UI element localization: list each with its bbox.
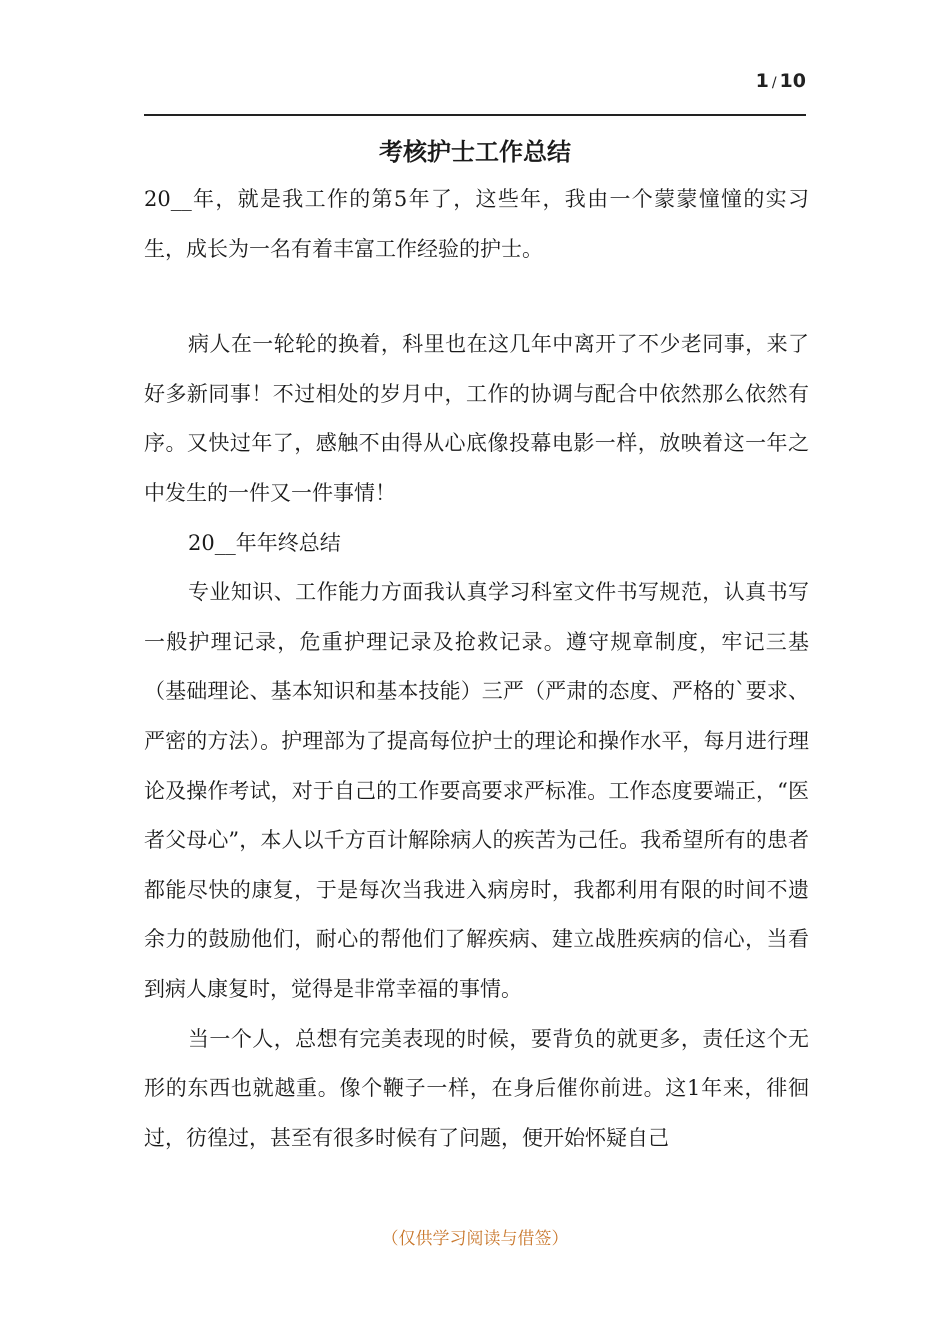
page-current: 1	[755, 70, 769, 92]
header-rule	[144, 114, 806, 116]
paragraph-colleagues: 病人在一轮轮的换着，科里也在这几年中离开了不少老同事，来了好多新同事！不过相处的岁月中，工作的协调与配合中依然那么依然有序。又快过年了，感触不由得从心底像投幕电影一样，放映着这一年之中发生的一件又一件事情！	[144, 332, 809, 505]
paragraph-professional: 专业知识、工作能力方面我认真学习科室文件书写规范，认真书写一般护理记录，危重护理记录及抢救记录。遵守规章制度，牢记三基（基础理论、基本知识和基本技能）三严（严肃的态度、严格的`要求、严密的方法）。护理部为了提高每位护士的理论和操作水平，每月进行理论及操作考试，对于自己的工作要高要求严标准。工作态度要端正，“医者父母心”，本人以千方百计解除病人的疾苦为己任。我希望所有的患者都能尽快的康复，于是每次当我进入病房时，我都利用有限的时间不遗余力的鼓励他们，耐心的帮他们了解疾病、建立战胜疾病的信心，当看到病人康复时，觉得是非常幸福的事情。	[144, 580, 809, 1001]
footer-note: （仅供学习阅读与借签）	[381, 1229, 569, 1249]
paragraph-intro: 20__年，就是我工作的第5年了，这些年，我由一个蒙蒙憧憧的实习生，成长为一名有着丰富工作经验的护士。	[144, 187, 809, 261]
document-title: 考核护士工作总结	[379, 138, 571, 166]
page-total: 10	[779, 70, 806, 92]
document-body	[144, 175, 809, 1163]
page-number	[756, 70, 806, 92]
paragraph-responsibility: 当一个人，总想有完美表现的时候，要背负的就更多，责任这个无形的东西也就越重。像个鞭子一样，在身后催你前进。这1年来，徘徊过，彷徨过，甚至有很多时候有了问题，便开始怀疑自己	[144, 1026, 809, 1150]
section-heading: 20__年年终总结	[188, 530, 341, 555]
page-separator: /	[771, 75, 777, 91]
